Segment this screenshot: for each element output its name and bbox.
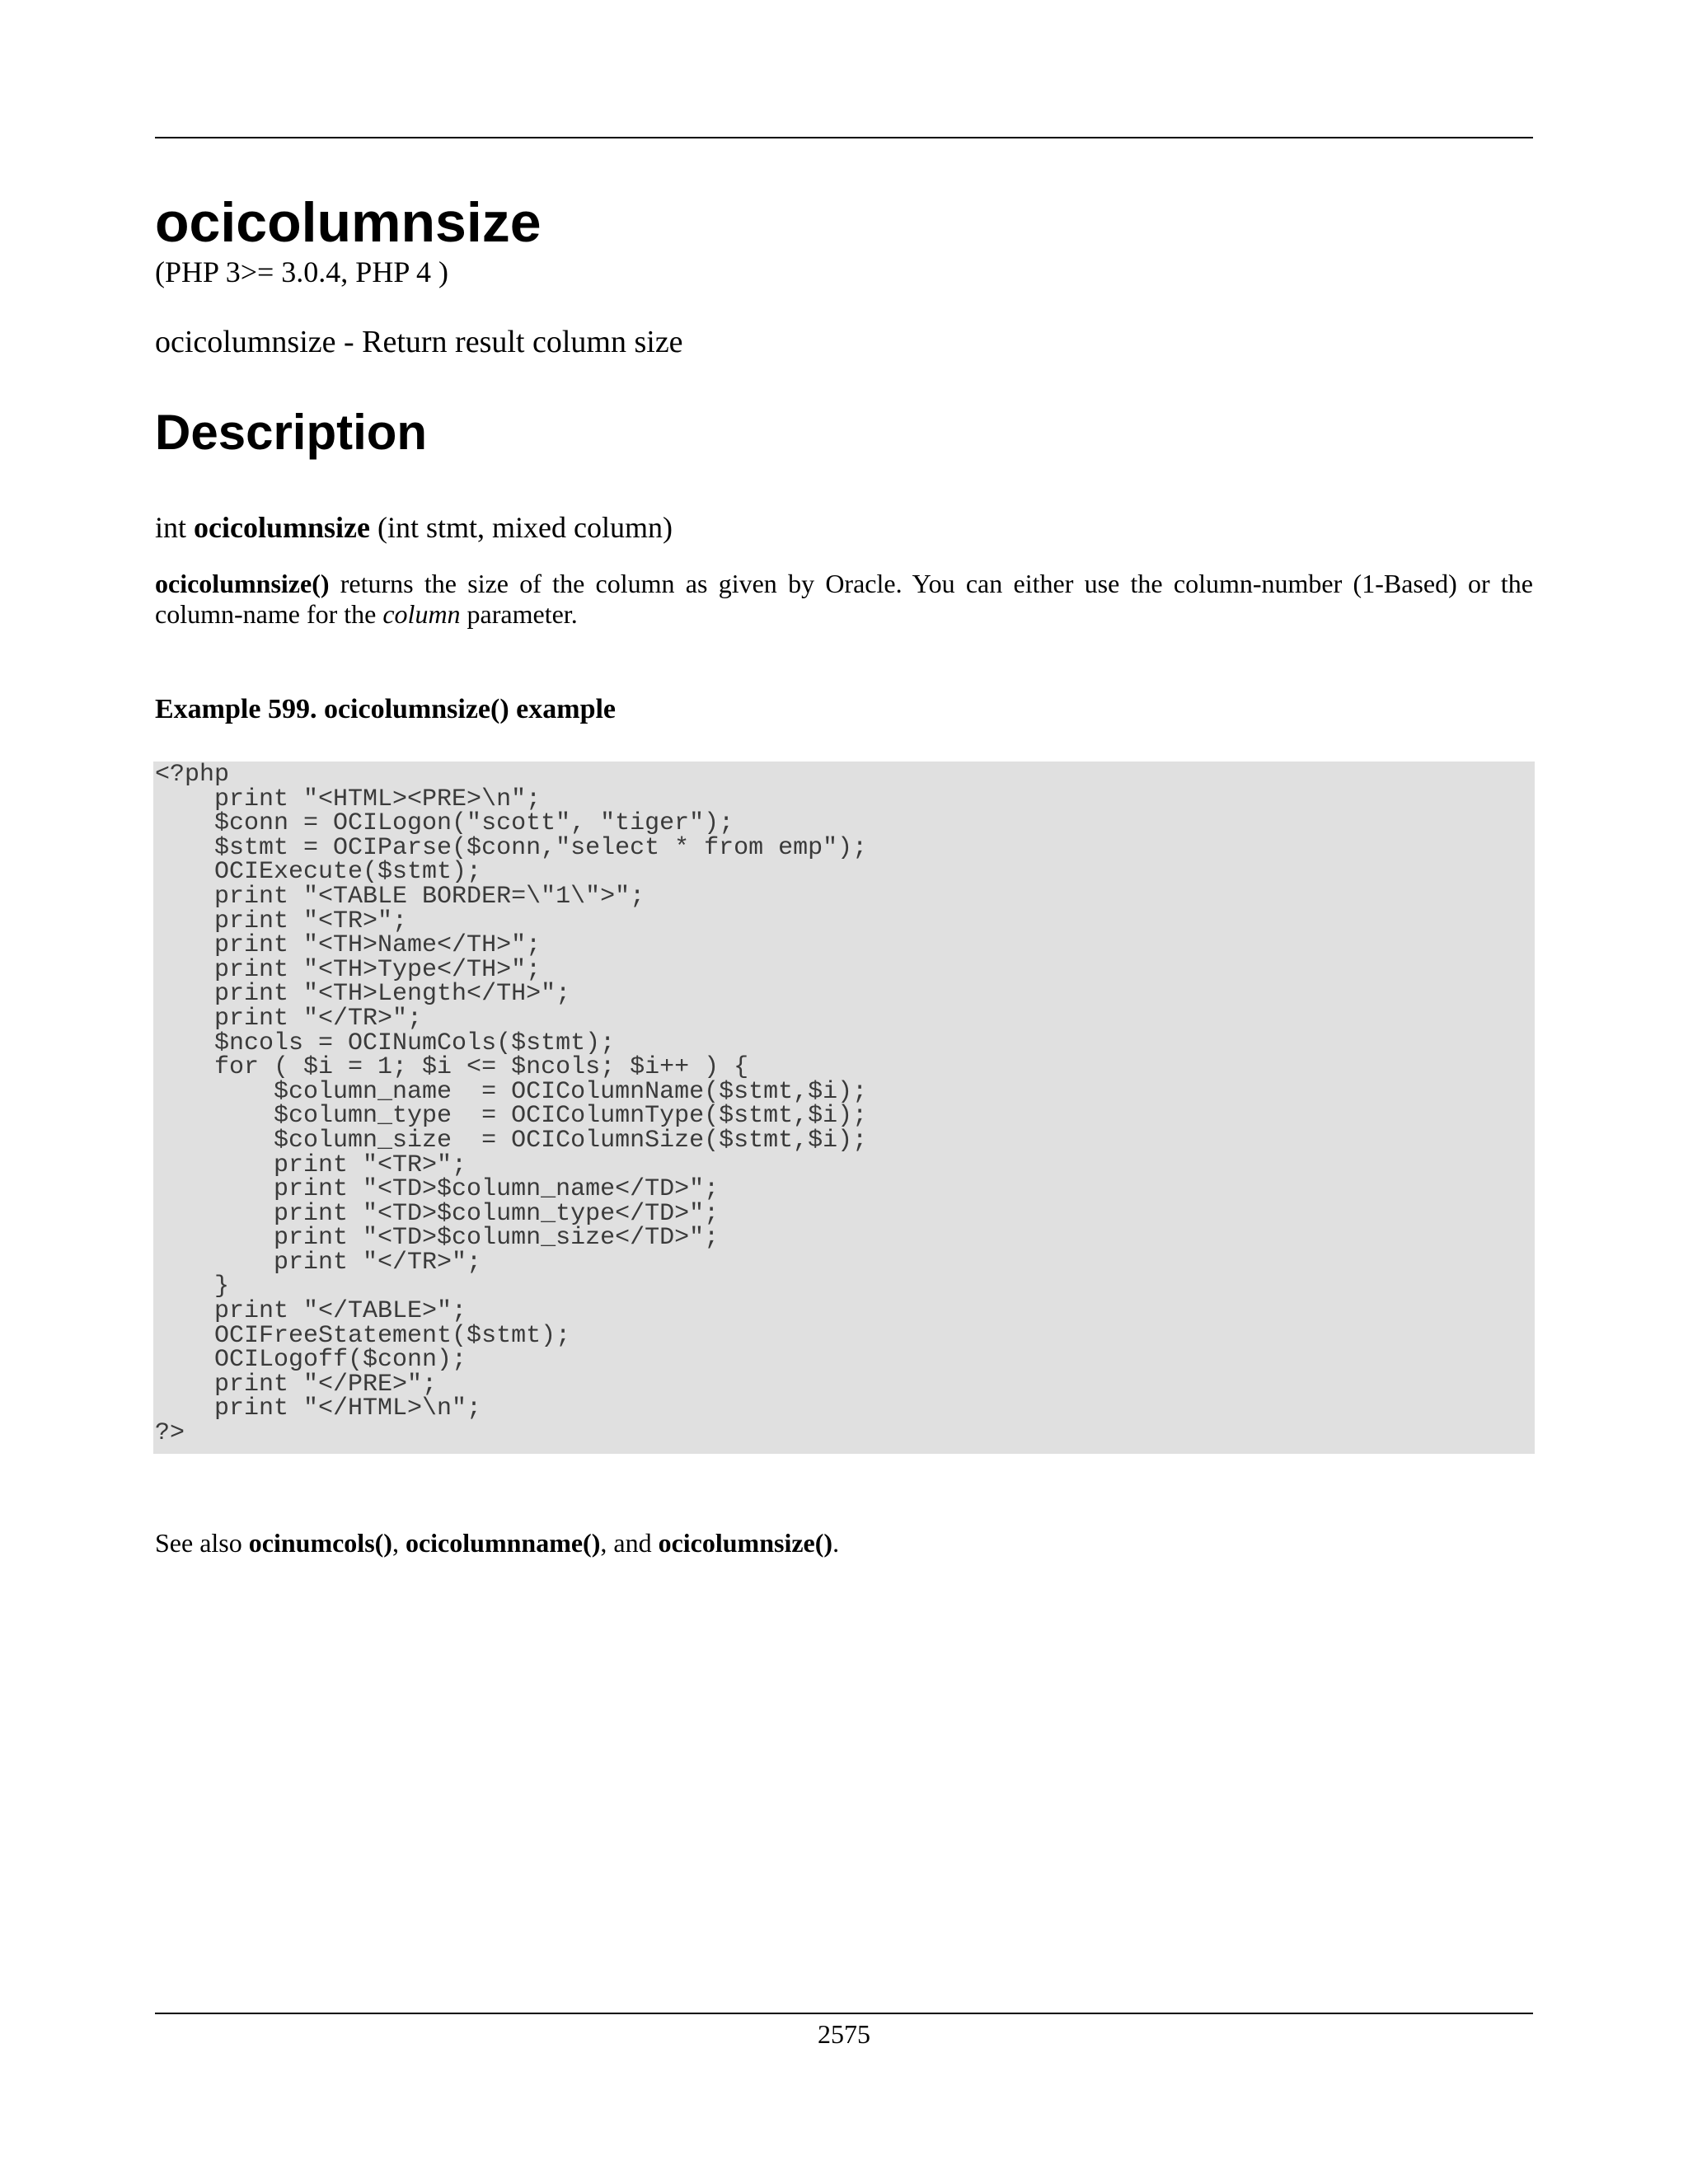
see-also-link-ocicolumnsize[interactable]: ocicolumnsize() <box>658 1528 833 1558</box>
manual-page <box>155 0 1533 2184</box>
synopsis-function-name: ocicolumnsize <box>194 511 370 544</box>
code-example-block <box>153 762 1535 1454</box>
description-text-1: returns the size of the column as given by Oracle. You can either use the column-number (1-Based) or the column-name for the <box>155 569 1533 629</box>
version-info: (PHP 3>= 3.0.4, PHP 4 ) <box>155 255 448 288</box>
see-also-link-ocinumcols[interactable]: ocinumcols() <box>248 1528 392 1558</box>
page-title: ocicolumnsize <box>155 191 542 254</box>
see-also-link-ocicolumnname[interactable]: ocicolumnname() <box>405 1528 601 1558</box>
synopsis-params: (int stmt, mixed column) <box>377 511 673 544</box>
see-also-separator: , <box>392 1528 406 1558</box>
function-purpose: ocicolumnsize - Return result column size <box>155 325 683 359</box>
function-synopsis <box>155 509 673 546</box>
code-listing: <?php print "<HTML><PRE>\n"; $conn = OCILogon("scott", "tiger"); $stmt = OCIParse($conn,"select * from emp"); OCIExecute($stmt); print "<TABLE BORDER=\"1\">"; print "<TR>"; print "<TH>Name</TH>"; print "<TH>Type</TH>"; print "<TH>Length</TH>"; print "</TR>"; $ncols = OCINumCols($stmt); for ( $i = 1; $i <= $ncols; $i++ ) { $column_name = OCIColumnName($stmt,$i); $column_type = OCIColumnType($stmt,$i); $column_size = OCIColumnSize($stmt,$i); print "<TR>"; print "<TD>$column_name</TD>"; print "<TD>$column_type</TD>"; print "<TD>$column_size</TD>"; print "</TR>"; } print "</TABLE>"; OCIFreeStatement($stmt); OCILogoff($conn); print "</PRE>"; print "</HTML>\n"; ?> <box>155 761 868 1448</box>
example-title: Example 599. ocicolumnsize() example <box>155 694 617 724</box>
description-paragraph <box>155 569 1533 630</box>
function-ref: ocicolumnsize() <box>155 569 330 598</box>
page-number: 2575 <box>818 2019 870 2049</box>
top-rule <box>155 137 1533 138</box>
see-also-prefix: See also <box>155 1528 249 1558</box>
bottom-rule <box>155 2013 1533 2014</box>
param-name: column <box>382 599 461 629</box>
see-also-separator: , and <box>600 1528 659 1558</box>
synopsis-return-type: int <box>155 511 187 544</box>
see-also-suffix: . <box>832 1528 840 1558</box>
description-heading: Description <box>155 405 428 460</box>
description-text-2: parameter. <box>460 599 578 629</box>
see-also <box>155 1526 839 1559</box>
